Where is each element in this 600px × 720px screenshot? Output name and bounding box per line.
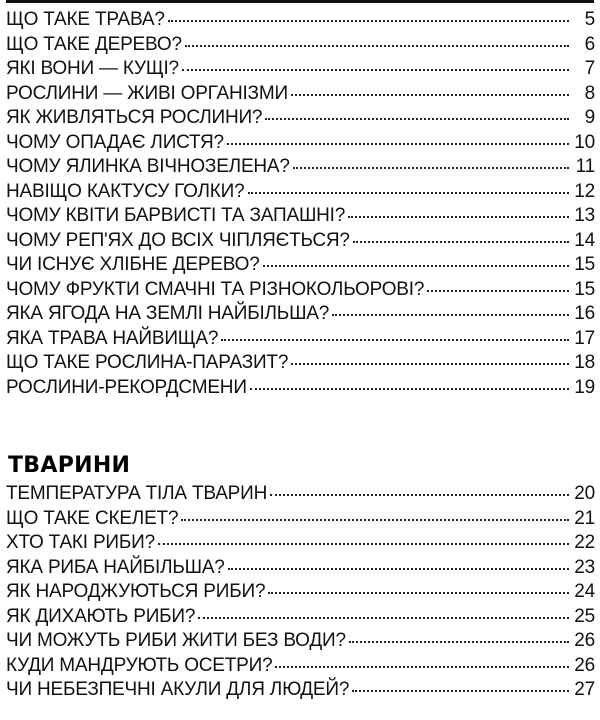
- toc-entry-title: КУДИ МАНДРУЮТЬ ОСЕТРИ?: [6, 654, 273, 676]
- toc-entry: [6, 531, 595, 556]
- toc-list-plants: [6, 8, 595, 400]
- toc-entry: [6, 278, 595, 303]
- toc-entry: [6, 155, 595, 180]
- dot-leader: [293, 167, 569, 169]
- toc-entry: [6, 556, 595, 581]
- toc-entry: [6, 580, 595, 605]
- dot-leader: [198, 617, 569, 619]
- toc-entry-title: ЩО ТАКЕ ДЕРЕВО?: [6, 33, 182, 55]
- dot-leader: [227, 143, 569, 145]
- top-rule: [6, 0, 594, 3]
- toc-entry: [6, 82, 595, 107]
- toc-entry-title: ЯК ДИХАЮТЬ РИБИ?: [6, 605, 196, 627]
- toc-entry-page: 7: [584, 58, 595, 79]
- toc-entry-page: 10: [574, 131, 595, 153]
- toc-entry-title: ЧОМУ РЕП'ЯХ ДО ВСІХ ЧІПЛЯЄТЬСЯ?: [6, 229, 350, 251]
- toc-entry-title: ЧИ МОЖУТЬ РИБИ ЖИТИ БЕЗ ВОДИ?: [6, 630, 346, 651]
- toc-entry: [6, 8, 595, 33]
- dot-leader: [182, 69, 569, 71]
- toc-entry: [6, 351, 595, 376]
- section-heading: ТВАРИНИ: [8, 453, 131, 478]
- toc-entry-page: 6: [584, 33, 595, 55]
- toc-entry-page: 20: [574, 483, 595, 504]
- dot-leader: [168, 20, 569, 22]
- toc-entry: [6, 629, 595, 654]
- dot-leader: [275, 666, 569, 668]
- toc-entry: [6, 327, 595, 352]
- toc-entry-title: ЯКА ТРАВА НАЙВИЩА?: [6, 327, 219, 349]
- toc-entry-title: РОСЛИНИ — ЖИВІ ОРГАНІЗМИ: [6, 82, 288, 104]
- dot-leader: [349, 641, 569, 643]
- toc-entry-page: 5: [584, 9, 595, 30]
- toc-entry-page: 14: [574, 229, 595, 251]
- toc-entry-title: ЧОМУ ЯЛИНКА ВІЧНОЗЕЛЕНА?: [6, 156, 290, 177]
- toc-entry-page: 8: [584, 82, 595, 104]
- toc-entry: [6, 302, 595, 327]
- toc-entry-title: ЩО ТАКЕ ТРАВА?: [6, 9, 165, 30]
- dot-leader: [270, 494, 569, 496]
- dot-leader: [263, 265, 569, 267]
- dot-leader: [268, 592, 569, 594]
- dot-leader: [427, 290, 569, 292]
- toc-entry-page: 24: [574, 581, 595, 602]
- toc-entry: [6, 253, 595, 278]
- dot-leader: [158, 543, 569, 545]
- dot-leader: [352, 690, 569, 692]
- toc-entry: [6, 106, 595, 131]
- dot-leader: [250, 388, 569, 390]
- toc-entry-page: 22: [574, 532, 595, 553]
- dot-leader: [221, 339, 569, 341]
- toc-entry-title: НАВІЩО КАКТУСУ ГОЛКИ?: [6, 180, 245, 202]
- toc-entry-page: 12: [574, 180, 595, 202]
- toc-entry-title: ХТО ТАКІ РИБИ?: [6, 532, 155, 553]
- toc-entry-page: 23: [574, 556, 595, 578]
- toc-entry-title: ЧОМУ ФРУКТИ СМАЧНІ ТА РІЗНОКОЛЬОРОВІ?: [6, 278, 425, 300]
- toc-entry-page: 21: [574, 507, 595, 529]
- toc-entry-title: РОСЛИНИ-РЕКОРДСМЕНИ: [6, 376, 247, 398]
- toc-entry-page: 9: [584, 107, 595, 128]
- toc-entry: [6, 33, 595, 58]
- toc-entry-page: 17: [574, 327, 595, 349]
- toc-entry-title: ЯКІ ВОНИ — КУЩІ?: [6, 58, 179, 79]
- toc-entry-page: 11: [575, 156, 595, 177]
- toc-entry-page: 15: [574, 254, 595, 275]
- toc-entry: [6, 131, 595, 156]
- toc-entry-page: 16: [574, 303, 595, 324]
- toc-entry-page: 25: [574, 605, 595, 627]
- dot-leader: [353, 241, 569, 243]
- toc-entry-title: ЩО ТАКЕ РОСЛИНА-ПАРАЗИТ?: [6, 352, 289, 373]
- dot-leader: [291, 363, 569, 365]
- dot-leader: [291, 94, 569, 96]
- toc-entry: [6, 376, 595, 401]
- dot-leader: [348, 216, 569, 218]
- dot-leader: [248, 192, 570, 194]
- toc-entry-title: ЯК ЖИВЛЯТЬСЯ РОСЛИНИ?: [6, 107, 263, 128]
- toc-entry: [6, 678, 595, 703]
- toc-entry-page: 15: [574, 278, 595, 300]
- toc-entry-title: ЧИ НЕБЕЗПЕЧНІ АКУЛИ ДЛЯ ЛЮДЕЙ?: [6, 679, 350, 700]
- toc-entry-page: 19: [574, 376, 595, 398]
- dot-leader: [265, 118, 569, 120]
- toc-entry-page: 27: [574, 679, 595, 700]
- dot-leader: [228, 568, 569, 570]
- toc-entry-title: ЧОМУ ОПАДАЄ ЛИСТЯ?: [6, 131, 224, 153]
- toc-entry-title: ЯКА РИБА НАЙБІЛЬША?: [6, 556, 225, 578]
- toc-entry: [6, 507, 595, 532]
- toc-entry-title: ЧОМУ КВІТИ БАРВИСТІ ТА ЗАПАШНІ?: [6, 205, 346, 226]
- toc-entry-page: 26: [574, 630, 595, 651]
- toc-entry: [6, 180, 595, 205]
- dot-leader: [185, 45, 569, 47]
- toc-entry-page: 26: [574, 654, 595, 676]
- toc-entry-title: ЩО ТАКЕ СКЕЛЕТ?: [6, 507, 179, 529]
- toc-entry: [6, 229, 595, 254]
- toc-entry-page: 18: [574, 352, 595, 373]
- toc-entry: [6, 204, 595, 229]
- toc-entry: [6, 654, 595, 679]
- dot-leader: [181, 519, 569, 521]
- toc-entry: [6, 605, 595, 630]
- toc-list-animals: [6, 482, 595, 703]
- toc-entry-page: 13: [574, 205, 595, 226]
- dot-leader: [332, 314, 569, 316]
- toc-entry-title: ЧИ ІСНУЄ ХЛІБНЕ ДЕРЕВО?: [6, 254, 260, 275]
- toc-entry: [6, 482, 595, 507]
- toc-entry-title: ЯК НАРОДЖУЮТЬСЯ РИБИ?: [6, 581, 266, 602]
- toc-entry-title: ТЕМПЕРАТУРА ТІЛА ТВАРИН: [6, 483, 268, 504]
- toc-entry-title: ЯКА ЯГОДА НА ЗЕМЛІ НАЙБІЛЬША?: [6, 303, 330, 324]
- toc-entry: [6, 57, 595, 82]
